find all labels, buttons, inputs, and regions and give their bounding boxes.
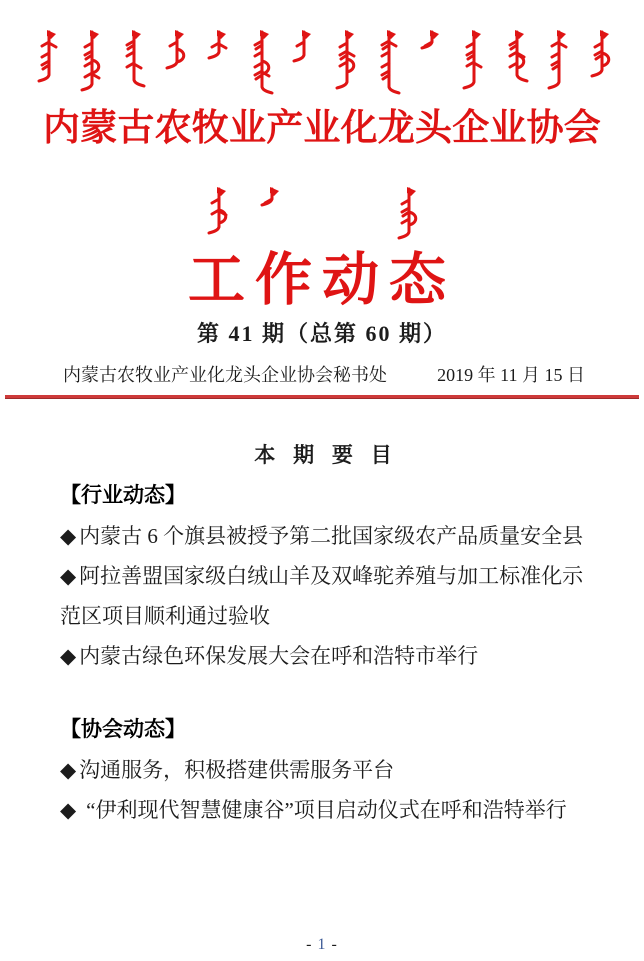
organization-title: 内蒙古农牧业产业化龙头企业协会 (43, 108, 601, 149)
list-item (60, 790, 592, 830)
mongolian-word-icon (395, 185, 421, 240)
contents-heading: 本 期 要 目 (254, 444, 398, 467)
issue-line: 第 41 期（总第 60 期） (196, 321, 447, 346)
mongolian-word-icon (333, 28, 359, 90)
mongolian-word-icon (375, 28, 401, 95)
section-heading-industry: 【行业动态】 (60, 484, 186, 507)
mongolian-word-icon (418, 28, 444, 50)
list-item (60, 556, 592, 636)
page-number-value: 1 (317, 936, 327, 953)
mongolian-word-icon (545, 28, 571, 90)
list-item (60, 750, 592, 790)
publish-date: 2019 年 11 月 15 日 (437, 365, 585, 385)
list-item-text: “伊利现代智慧健康谷”项目启动仪式在呼和浩特举行 (86, 798, 567, 822)
list-item (60, 636, 592, 676)
bullet-diamond-icon: ◆ (60, 524, 77, 548)
page-number-suffix: - (326, 936, 338, 953)
publisher-row (63, 361, 585, 387)
list-item-text: 内蒙古 6 个旗县被授予第二批国家级农产品质量安全县 (79, 524, 584, 548)
list-item-text: 阿拉善盟国家级白绒山羊及双峰驼养殖与加工标准化示范区项目顺利通过验收 (60, 564, 584, 628)
page-number-prefix: - (306, 936, 318, 953)
mongolian-word-icon (503, 28, 529, 83)
mongolian-word-icon (35, 28, 61, 83)
section-heading-association: 【协会动态】 (60, 718, 186, 741)
red-divider-rule (5, 395, 639, 399)
mongolian-word-icon (290, 28, 316, 63)
list-item-text: 沟通服务，积极搭建供需服务平台 (79, 758, 395, 782)
mongolian-word-icon (78, 28, 104, 92)
bullet-diamond-icon: ◆ (60, 798, 77, 822)
bullet-diamond-icon: ◆ (60, 564, 77, 588)
mongolian-word-icon (588, 28, 614, 78)
bullet-diamond-icon: ◆ (60, 644, 77, 668)
mongolian-word-icon (258, 185, 284, 207)
bullet-diamond-icon: ◆ (60, 758, 77, 782)
mongolian-word-icon (248, 28, 274, 95)
publisher-name: 内蒙古农牧业产业化龙头企业协会秘书处 (63, 365, 387, 385)
mongolian-word-icon (120, 28, 146, 88)
mongolian-word-icon (205, 185, 231, 235)
masthead-title: 工作动态 (188, 249, 456, 312)
mongolian-word-icon (163, 28, 189, 70)
table-of-contents (60, 436, 592, 830)
list-item-text: 内蒙古绿色环保发展大会在呼和浩特市举行 (79, 644, 479, 668)
list-item (60, 516, 592, 556)
page-number (0, 936, 644, 954)
mongolian-word-icon (205, 28, 231, 60)
mongolian-word-icon (460, 28, 486, 90)
